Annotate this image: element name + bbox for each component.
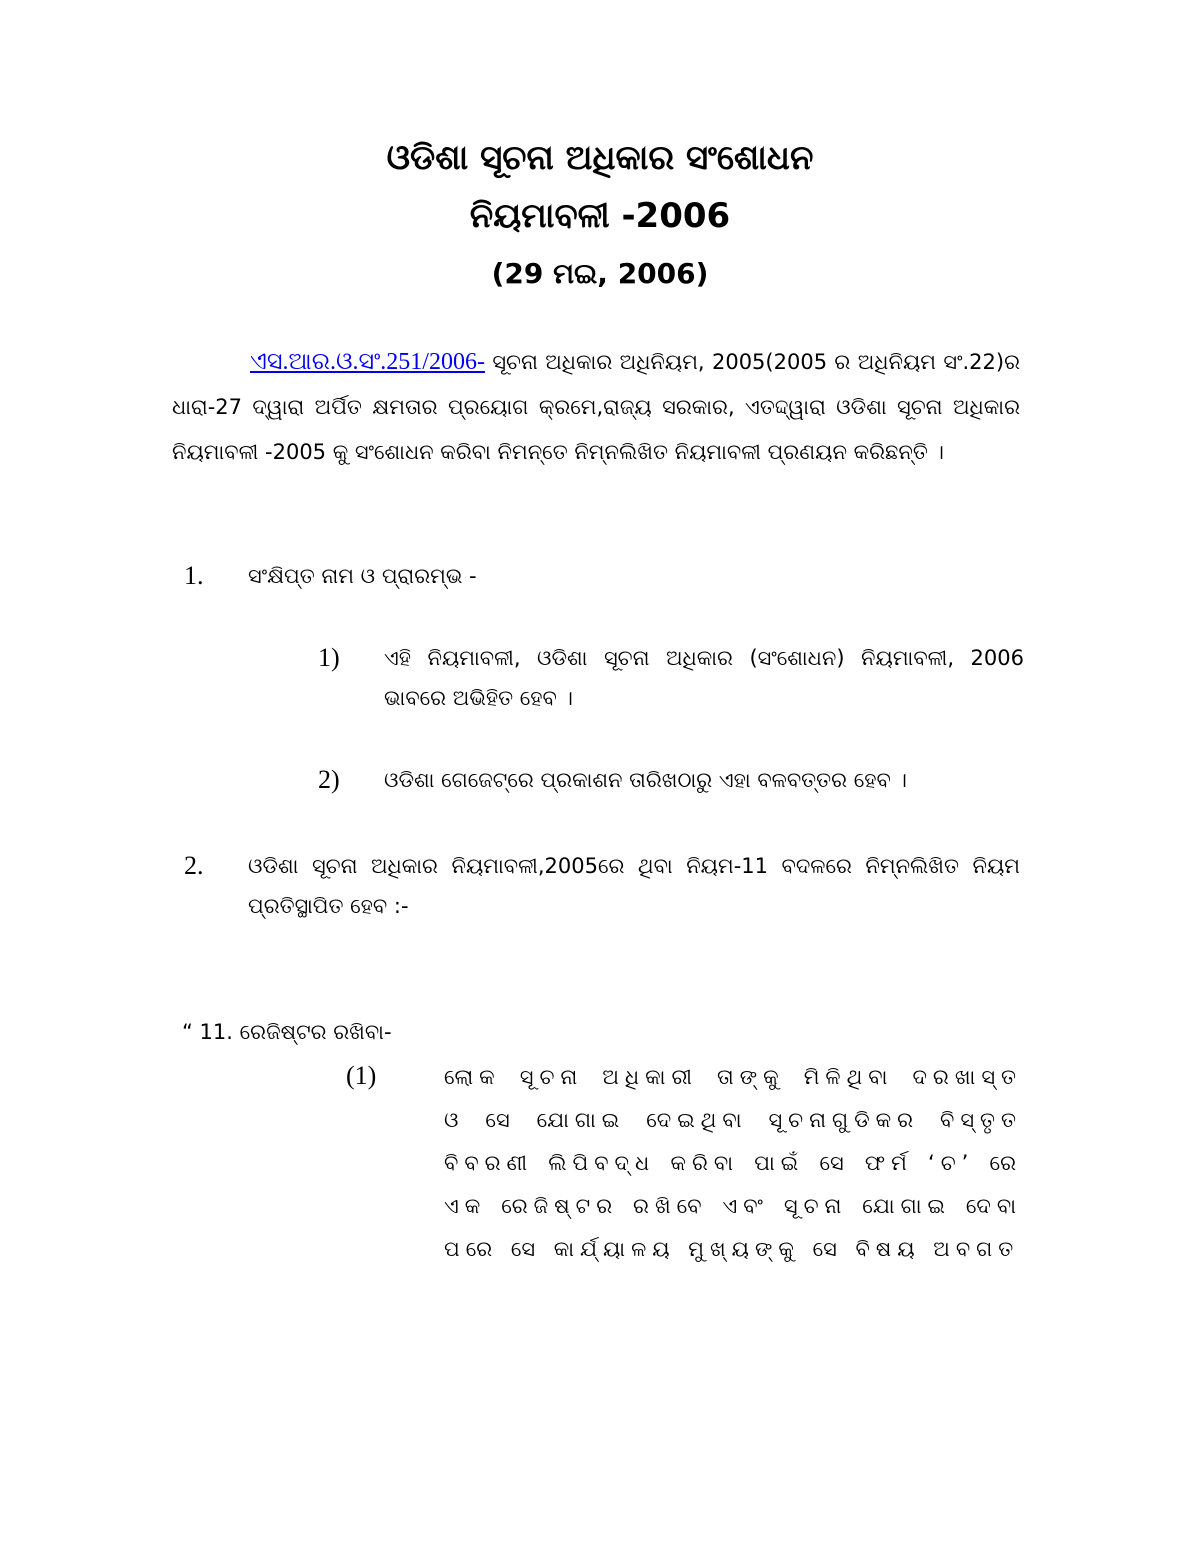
section-2-text: ଓଡିଶା ସୂଚନା ଅଧିକାର ନିୟମାବଳୀ,2005ରେ ଥିବା ନିୟମ-11 ବଦଳରେ ନିମ୍ନଲିଖିତ ନିୟମ ପ୍ରତିସ୍ଥାପିତ ହେବ :- bbox=[248, 854, 1020, 918]
rule-11-heading: “ 11. ରେଜିଷ୍ଟର ରଖିବା- bbox=[182, 1020, 392, 1044]
section-1-sub-2-text: ଓଡିଶା ଗେଜେଟ୍‌ରେ ପ୍ରକାଶନ ତାରିଖଠାରୁ ଏହା ବଳବତ୍ତର ହେବ । bbox=[384, 768, 907, 792]
document-date: (29 ମଇ, 2006) bbox=[491, 257, 709, 290]
intro-text: ସୂଚନା ଅଧିକାର ଅଧିନିୟମ, 2005(2005 ର ଅଧିନିୟମ ସଂ.22)ର ଧାରା-27 ଦ୍ୱାରା ଅର୍ପିତ କ୍ଷମତାର ପ୍ରୟୋଗ କ୍ରମେ,ରାଜ୍ୟ ସରକାର, ଏତଦ୍ଦ୍ୱାରା ଓଡିଶା ସୂଚନା ଅଧିକାର ନିୟମାବଳୀ -2005 କୁ ସଂଶୋଧନ କରିବା ନିମନ୍ତେ ନିମ୍ନଲିଖିତ ନିୟମାବଳୀ ପ୍ରଣୟନ କରିଛନ୍ତି । bbox=[172, 350, 1020, 464]
rule-11-sub-1-number: (1) bbox=[346, 1061, 377, 1090]
section-1-heading: ସଂକ୍ଷିପ୍ତ ନାମ ଓ ପ୍ରାରମ୍ଭ - bbox=[248, 564, 477, 588]
section-1-sub-1-number: 1) bbox=[318, 643, 340, 672]
section-1-sub-1-text: ଏହି ନିୟମାବଳୀ, ଓଡିଶା ସୂଚନା ଅଧିକାର (ସଂଶୋଧନ) ନିୟମାବଳୀ, 2006 ଭାବରେ ଅଭିହିତ ହେବ । bbox=[384, 646, 1024, 710]
intro-paragraph bbox=[172, 340, 1020, 475]
section-1-sub-2-number: 2) bbox=[318, 765, 340, 794]
rule-11-sub-1-text: ଲୋକ ସୂଚନା ଅଧିକାରୀ ତାଙ୍କୁ ମିଳିଥିବା ଦରଖାସ୍ତ ଓ ସେ ଯୋଗାଇ ଦେଇଥିବା ସୂଚନାଗୁଡିକର ବିସ୍ତୃତ ବିବରଣୀ ଲିପିବଦ୍ଧ କରିବା ପାଇଁ ସେ ଫର୍ମ ‘ଚ’ ରେ ଏକ ରେଜିଷ୍ଟର ରଖିବେ ଏବଂ ସୂଚନା ଯୋଗାଇ ଦେବା ପରେ ସେ କାର୍ଯ୍ୟାଳୟ ମୁଖ୍ୟଙ୍କୁ ସେ ବିଷୟ ଅବଗତ bbox=[444, 1065, 1022, 1261]
document-title-line-2: ନିୟମାବଳୀ -2006 bbox=[469, 196, 731, 236]
document-title-line-1: ଓଡିଶା ସୂଚନା ଅଧିକାର ସଂଶୋଧନ bbox=[386, 138, 814, 178]
section-1-number: 1. bbox=[184, 561, 204, 590]
section-2-number: 2. bbox=[184, 851, 204, 880]
notification-reference-link[interactable]: ଏସ.ଆର.ଓ.ସଂ.251/2006- bbox=[250, 349, 485, 375]
